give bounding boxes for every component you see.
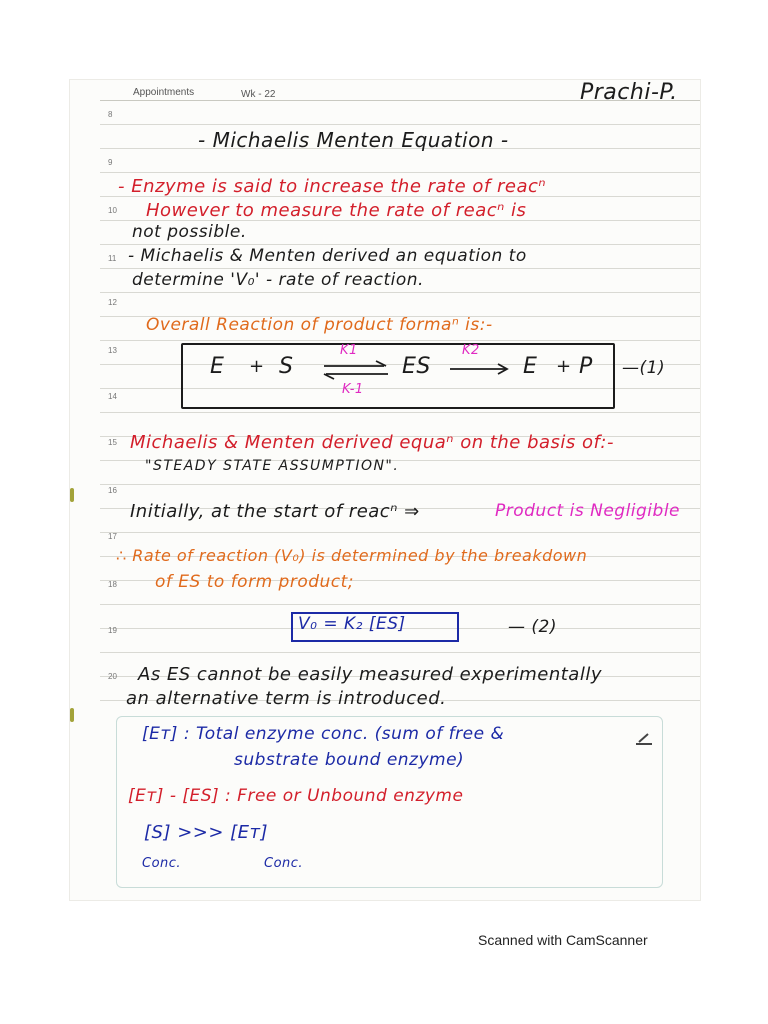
page-title: - Michaelis Menten Equation -	[198, 128, 509, 152]
product-enzyme: E	[523, 354, 538, 379]
reactant-substrate: S	[279, 354, 294, 379]
steady-state-assumption: "STEADY STATE ASSUMPTION".	[145, 458, 400, 474]
equation-label-2: — (2)	[508, 617, 557, 637]
week-label: Wk - 22	[241, 89, 276, 100]
plus-sign: +	[556, 356, 572, 377]
planner-label: Appointments	[133, 87, 195, 98]
plus-sign: +	[249, 356, 265, 377]
substrate-inequality: [S] >>> [Eт]	[144, 822, 269, 843]
line-number: 17	[108, 532, 117, 541]
rule-line	[100, 172, 700, 173]
equation-label-1: —(1)	[622, 358, 666, 378]
line-number: 14	[108, 392, 117, 401]
intro-line: not possible.	[132, 222, 247, 242]
forward-arrow-icon	[448, 362, 510, 376]
line-number: 12	[108, 298, 117, 307]
line-number: 16	[108, 486, 117, 495]
initial-line: Initially, at the start of reacⁿ ⇒	[130, 501, 420, 522]
scanner-watermark: Scanned with CamScanner	[478, 932, 648, 948]
conc-label: Conc.	[142, 856, 182, 871]
equilibrium-arrow-icon	[320, 360, 392, 380]
reaction-box	[181, 343, 615, 409]
rate-constant-k1: K1	[340, 343, 358, 358]
free-enzyme-def: [Eт] - [ES] : Free or Unbound enzyme	[128, 786, 464, 806]
product-negligible: Product is Negligible	[495, 501, 681, 521]
line-number: 19	[108, 626, 117, 635]
rule-line	[100, 484, 700, 485]
alt-line: an alternative term is introduced.	[126, 688, 447, 709]
total-enzyme-def: substrate bound enzyme)	[234, 750, 465, 770]
intro-line: - Enzyme is said to increase the rate of reacⁿ	[118, 176, 547, 197]
rate-line: ∴ Rate of reaction (V₀) is determined by the breakdown	[116, 546, 588, 565]
complex-es: ES	[402, 354, 431, 379]
author-name: Prachi-P.	[580, 80, 678, 105]
rule-line	[100, 124, 700, 125]
line-number: 20	[108, 672, 117, 681]
steady-line: Michaelis & Menten derived equaⁿ on the basis of:-	[130, 432, 614, 453]
pencil-icon	[634, 732, 654, 748]
rule-line	[100, 652, 700, 653]
line-number: 13	[108, 346, 117, 355]
rule-line	[100, 412, 700, 413]
total-enzyme-def: [Eт] : Total enzyme conc. (sum of free &	[142, 724, 505, 744]
rule-line	[100, 340, 700, 341]
rate-equation: V₀ = K₂ [ES]	[298, 614, 406, 634]
rule-line	[100, 532, 700, 533]
rate-line: of ES to form product;	[155, 572, 355, 592]
reactant-enzyme: E	[210, 354, 225, 379]
rate-constant-k2: K2	[462, 343, 480, 358]
line-number: 9	[108, 158, 113, 167]
alt-line: As ES cannot be easily measured experimentally	[138, 664, 602, 685]
rule-line	[100, 244, 700, 245]
margin-mark	[70, 488, 74, 502]
line-number: 18	[108, 580, 117, 589]
conc-label: Conc.	[264, 856, 304, 871]
intro-line: determine 'V₀' - rate of reaction.	[132, 270, 424, 290]
rule-line	[100, 292, 700, 293]
intro-line: - Michaelis & Menten derived an equation to	[128, 246, 527, 266]
line-number: 11	[108, 254, 117, 263]
line-number: 10	[108, 206, 117, 215]
line-number: 8	[108, 110, 113, 119]
intro-line: However to measure the rate of reacⁿ is	[146, 200, 527, 221]
rate-constant-k-minus1: K-1	[342, 382, 364, 397]
line-number: 15	[108, 438, 117, 447]
overall-heading: Overall Reaction of product formaⁿ is:-	[146, 315, 493, 335]
rule-line	[100, 604, 700, 605]
rule-line	[100, 268, 700, 269]
product-p: P	[579, 354, 593, 379]
margin-mark	[70, 708, 74, 722]
